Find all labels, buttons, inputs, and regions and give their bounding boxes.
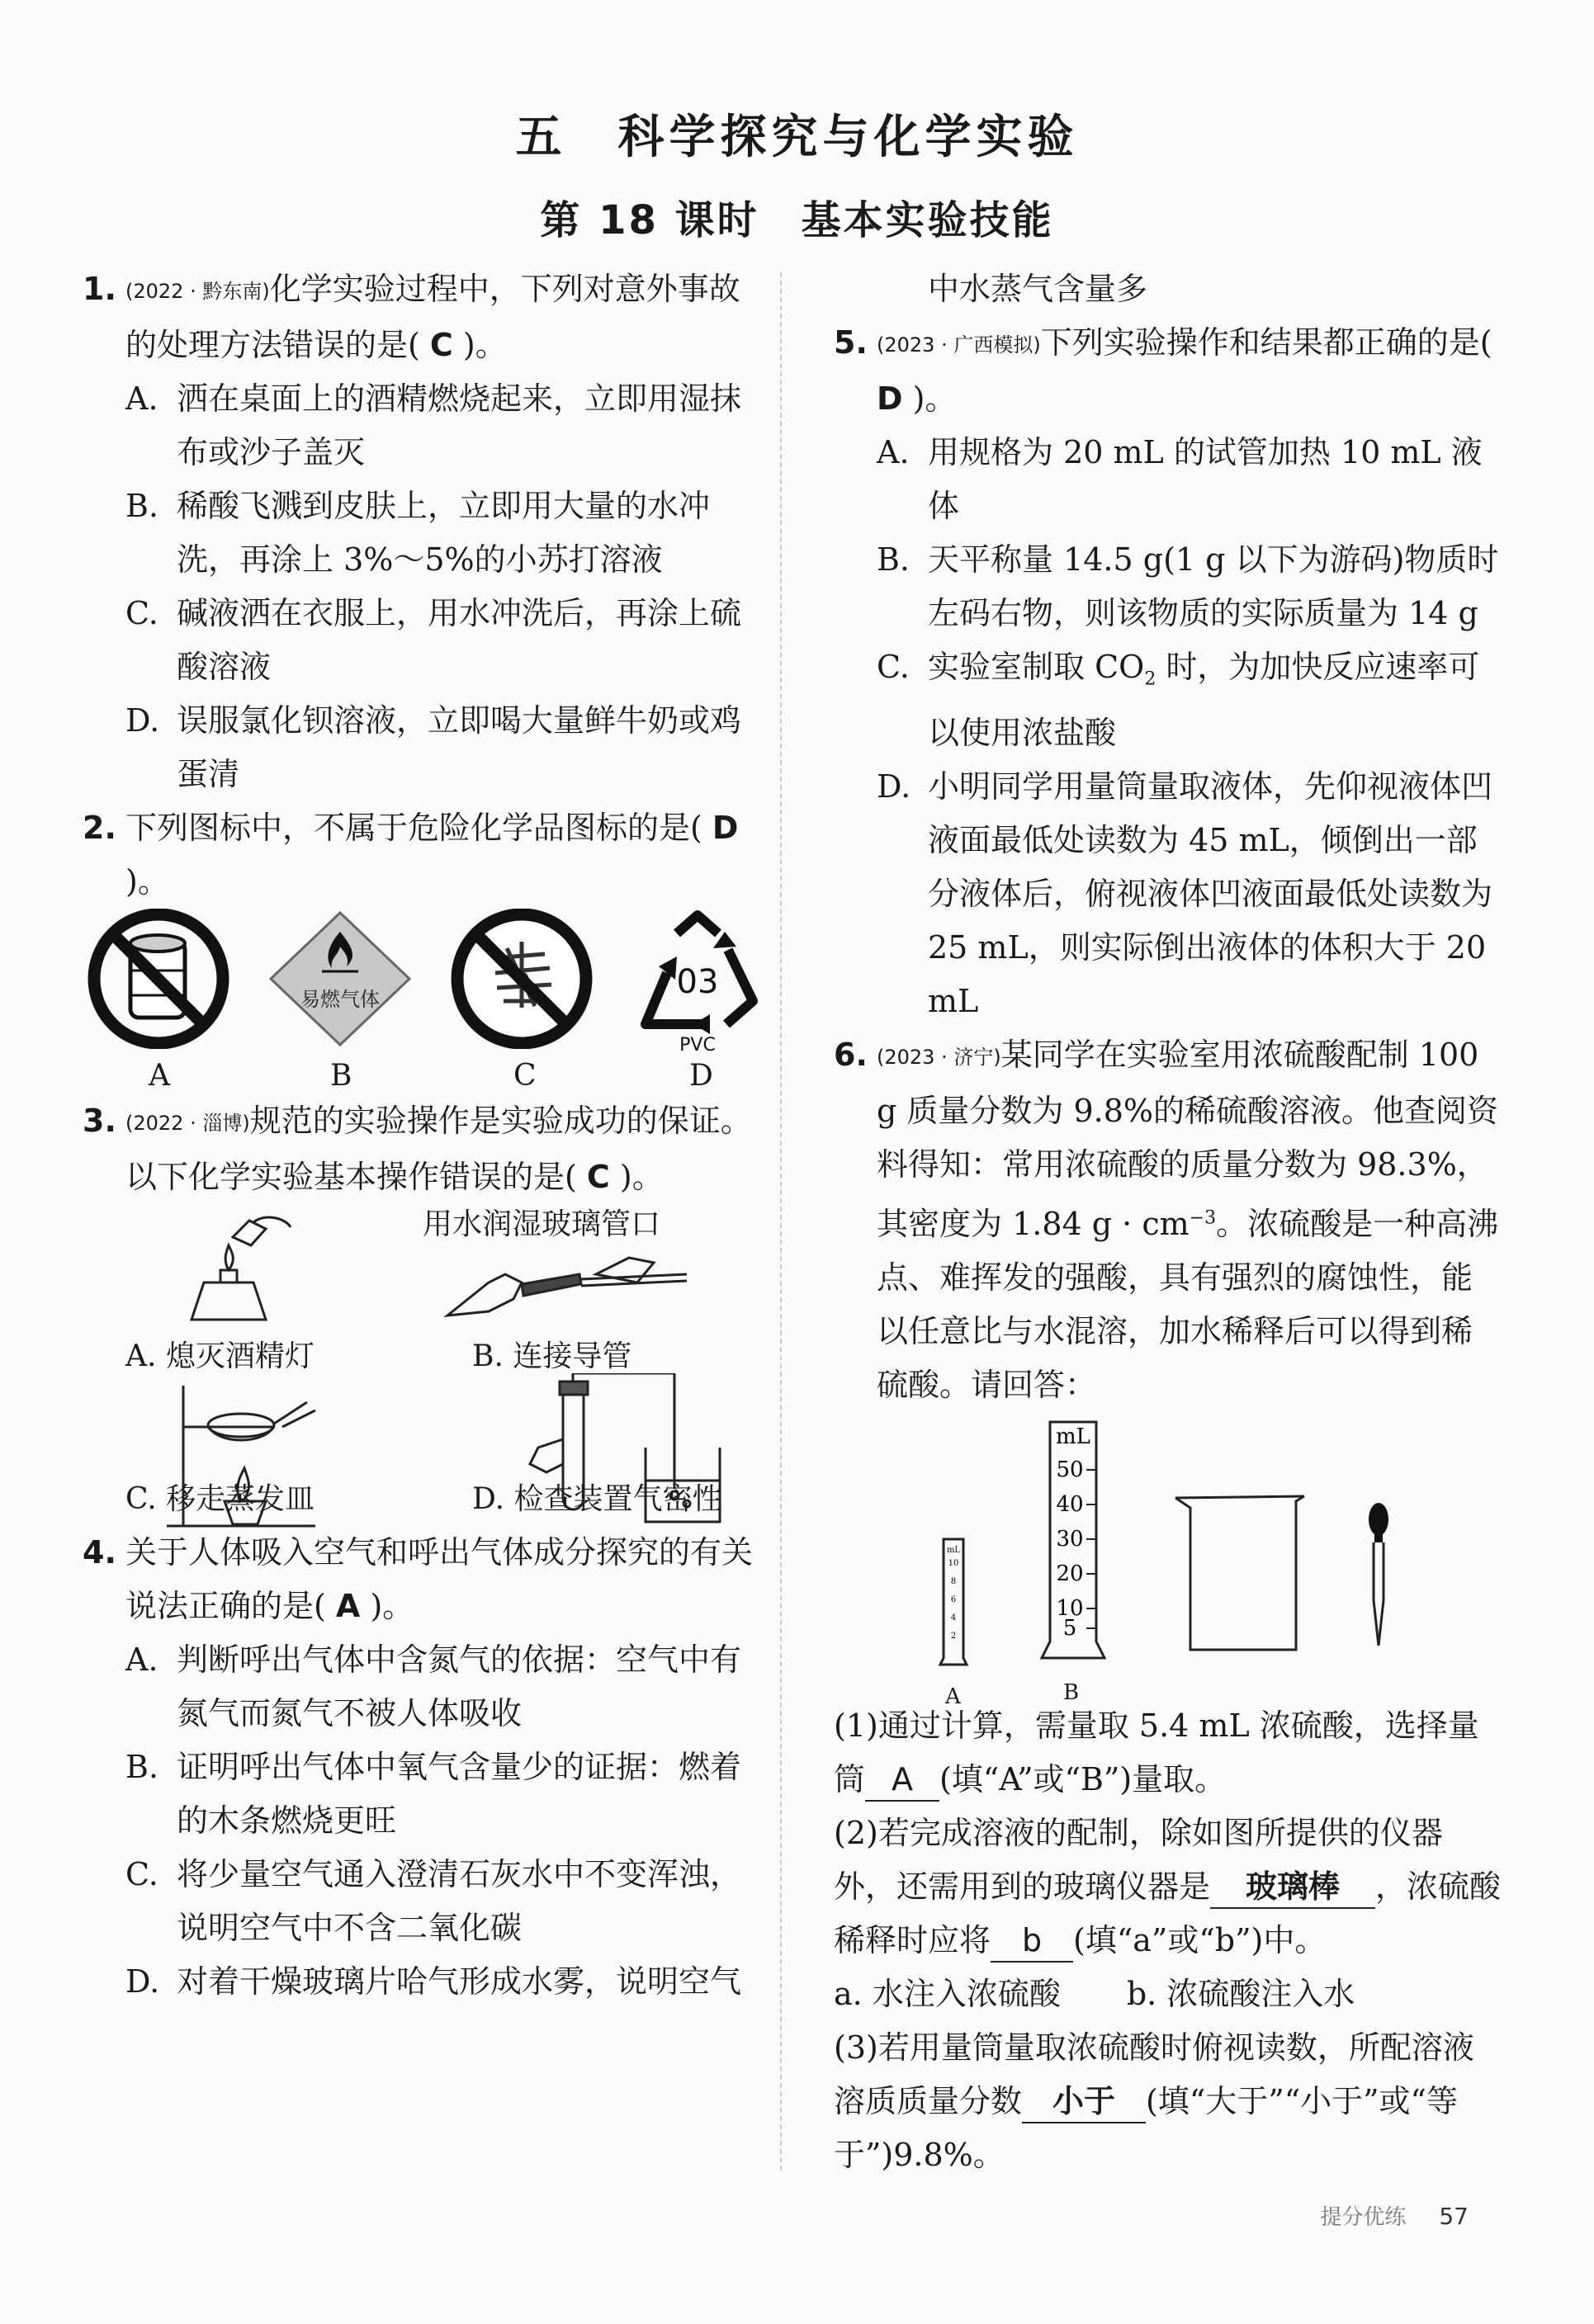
option-text: 小明同学用量筒量取液体，先仰视液体凹液面最低处读数为 45 mL，倾倒出一部分液体后，俯视液体凹液面最低处读数为 25 mL，则实际倒出液体的体积大于 20 mL [928, 768, 1493, 1019]
answer: C [429, 327, 453, 363]
svg-text:4: 4 [950, 1613, 957, 1623]
option-text: 稀酸飞溅到皮肤上，立即用大量的水冲洗，再涂上 3%～5%的小苏打溶液 [177, 488, 711, 578]
question-number: 2. [83, 810, 116, 846]
question-stem: 某同学在实验室用浓硫酸配制 100 g 质量分数为 9.8%的稀硫酸溶液。他查阅资料得知：常用浓硫酸的质量分数为 98.3%，其密度为 1.84 $g \cdot cm^{-3}$。浓硫酸是一种高沸点、难挥发的强酸，具有强烈的腐蚀性，能以任意比与水混溶，加水稀释后可以得到稀硫酸。请回答： [877, 1036, 1499, 1404]
option [83, 1848, 768, 1955]
answer: D [877, 380, 903, 417]
option-label: D. [125, 702, 160, 739]
option-text: 洒在桌面上的酒精燃烧起来，立即用湿抹布或沙子盖灭 [177, 380, 742, 470]
question-1 [83, 262, 768, 372]
option [834, 760, 1502, 1028]
stem-close: )。 [619, 1159, 664, 1195]
sub-question-2: (2)若完成溶液的配制，除如图所提供的仪器外，还需用到的玻璃仪器是 玻璃棒 ，浓硫酸稀释时应将 b (填“a”或“b”)中。 [834, 1807, 1502, 1967]
svg-text:mL: mL [946, 1546, 961, 1556]
no-fireworks-icon [446, 909, 598, 1049]
question-number: 3. [83, 1103, 116, 1139]
icon-label-a: A [149, 1059, 170, 1093]
icon-label-d: D [689, 1059, 713, 1093]
option-label: A. [125, 380, 158, 417]
svg-text:50: 50 [1056, 1457, 1084, 1483]
column-divider [780, 272, 782, 2170]
option [83, 479, 768, 587]
svg-text:10: 10 [948, 1559, 959, 1569]
option-label: B. [125, 1749, 159, 1785]
svg-text:40: 40 [1056, 1492, 1084, 1518]
question-number: 5. [834, 324, 868, 361]
option-text: 证明呼出气体中氧气含量少的证据：燃着的木条燃烧更旺 [177, 1749, 742, 1839]
svg-text:30: 30 [1056, 1527, 1084, 1552]
question-number: 4. [83, 1534, 116, 1571]
option-label: D. [125, 1963, 160, 2000]
hazard-icons [83, 909, 768, 1094]
option-text: 实验室制取 $CO_2$ 时，为加快反应速率可以使用浓盐酸 [928, 649, 1480, 751]
no-drum-icon [83, 909, 235, 1049]
left-column [83, 262, 768, 2009]
question-source: (2023 · 济宁) [877, 1045, 1001, 1069]
option-text: 对着干燥玻璃片哈气形成水雾，说明空气 [177, 1963, 742, 2000]
footer-brand: 提分优练 [1320, 2205, 1407, 2230]
option-label: C. [877, 649, 910, 685]
option [834, 640, 1502, 760]
answer: C [586, 1159, 610, 1195]
option-text: 中水蒸气含量多 [928, 271, 1148, 307]
question-3 [83, 1094, 768, 1204]
icon-label-b: B [330, 1059, 352, 1093]
option-label: D. [877, 768, 911, 805]
icon-label-c: C [513, 1059, 537, 1093]
option [83, 372, 768, 479]
option-text: 误服氯化钡溶液，立即喝大量鲜牛奶或鸡蛋清 [177, 702, 742, 792]
svg-text:10: 10 [1056, 1596, 1084, 1622]
stem-close: )。 [370, 1588, 414, 1624]
option [83, 587, 768, 694]
right-column [834, 262, 1502, 2182]
caption-b: B. 连接导管 [472, 1339, 632, 1373]
dropper-icon [1362, 1501, 1395, 1650]
connect-tube-icon [439, 1241, 703, 1332]
answer-blank: 玻璃棒 [1210, 1866, 1375, 1909]
flammable-gas-text: 易燃气体 [300, 988, 380, 1011]
cylinder-b-label: B [1063, 1680, 1080, 1706]
svg-text:mL: mL [1056, 1424, 1090, 1450]
page-footer [1320, 2200, 1469, 2231]
sub-question-1: (1)通过计算，需量取 5.4 mL 浓硫酸，选择量筒 A (填“A”或“B”)量取。 [834, 1699, 1502, 1807]
caption-c: C. 移走蒸发皿 [125, 1482, 315, 1516]
svg-text:2: 2 [950, 1632, 957, 1641]
stem-close: )。 [462, 327, 507, 363]
cylinder-a-icon [937, 1534, 970, 1675]
question-stem: 化学实验过程中，下列对意外事故的处理方法错误的是( [125, 271, 740, 363]
question-stem: 规范的实验操作是实验成功的保证。以下化学实验基本操作错误的是( [125, 1103, 752, 1195]
instruments-figure [834, 1419, 1502, 1710]
question-source: (2023 · 广西模拟) [877, 333, 1041, 357]
question-number: 1. [83, 271, 116, 307]
option-text: 判断呼出气体中含氮气的依据：空气中有氮气而氮气不被人体吸收 [177, 1641, 742, 1731]
option [83, 1633, 768, 1741]
figure-note: 用水润湿玻璃管口 [423, 1207, 661, 1241]
recycle-code: 03 [676, 963, 719, 1001]
cylinder-b-icon [1040, 1419, 1106, 1666]
option-text: 天平称量 14.5 g(1 g 以下为游码)物质时左码右物，则该物质的实际质量为 14 g [928, 541, 1499, 631]
option-text: 将少量空气通入澄清石灰水中不变浑浊，说明空气中不含二氧化碳 [177, 1856, 742, 1946]
question-stem: 关于人体吸入空气和呼出气体成分探究的有关说法正确的是( [125, 1534, 754, 1624]
option [834, 533, 1502, 640]
option [83, 1955, 768, 2009]
option-label: B. [125, 488, 159, 524]
option [83, 694, 768, 801]
answer: D [712, 810, 739, 846]
sub-question-2-options: a. 水注入浓硫酸 b. 浓硫酸注入水 [834, 1976, 1355, 2013]
question-source: (2022 · 淄博) [125, 1112, 250, 1135]
option-label: C. [125, 595, 158, 631]
lesson-title: 第 18 课时 基本实验技能 [540, 197, 1054, 243]
question-number: 6. [834, 1036, 868, 1073]
svg-text:8: 8 [950, 1577, 957, 1587]
option-label: A. [877, 434, 910, 470]
question-stem: 下列图标中，不属于危险化学品图标的是( [125, 810, 702, 846]
question-source: (2022 · 黔东南) [125, 280, 270, 303]
unit-title: 五 科学探究与化学实验 [515, 111, 1079, 164]
alcohol-lamp-icon [175, 1212, 299, 1328]
caption-a: A. 熄灭酒精灯 [125, 1339, 315, 1373]
svg-text:5: 5 [1062, 1616, 1077, 1641]
answer-blank: 小于 [1022, 2081, 1146, 2123]
page-number: 57 [1439, 2203, 1469, 2230]
question-5 [834, 316, 1502, 426]
answer: A [335, 1588, 361, 1624]
question-4 [83, 1526, 768, 1633]
answer-blank: b [991, 1920, 1073, 1963]
stem-close: )。 [912, 380, 957, 417]
beaker-icon [1172, 1493, 1313, 1658]
cylinder-a-label: A [945, 1684, 961, 1710]
option-label: A. [125, 1641, 158, 1678]
svg-text:20: 20 [1056, 1561, 1084, 1587]
sub-question-3: (3)若用量筒量取浓硫酸时俯视读数，所配溶液溶质质量分数 小于 (填“大于”“小于”或“等于”)9.8%。 [834, 2029, 1474, 2174]
option-text: 用规格为 20 mL 的试管加热 10 mL 液体 [928, 434, 1483, 524]
option-label: C. [125, 1856, 158, 1892]
option-label: B. [877, 541, 911, 578]
question-2 [83, 801, 768, 909]
svg-text:6: 6 [950, 1595, 957, 1605]
question-stem: 下列实验操作和结果都正确的是( [1040, 324, 1492, 361]
answer-blank: A [865, 1759, 939, 1802]
option [83, 1741, 768, 1848]
lab-operations-figure [125, 1204, 768, 1526]
caption-d: D. 检查装置气密性 [472, 1482, 722, 1516]
option-text: 碱液洒在衣服上，用水冲洗后，再涂上硫酸溶液 [177, 595, 742, 685]
recycle-sub: PVC [679, 1035, 716, 1056]
option [834, 426, 1502, 533]
flammable-gas-icon [264, 909, 417, 1049]
question-6 [834, 1028, 1502, 1413]
stem-close: )。 [125, 863, 169, 900]
option-continued [834, 262, 1502, 316]
